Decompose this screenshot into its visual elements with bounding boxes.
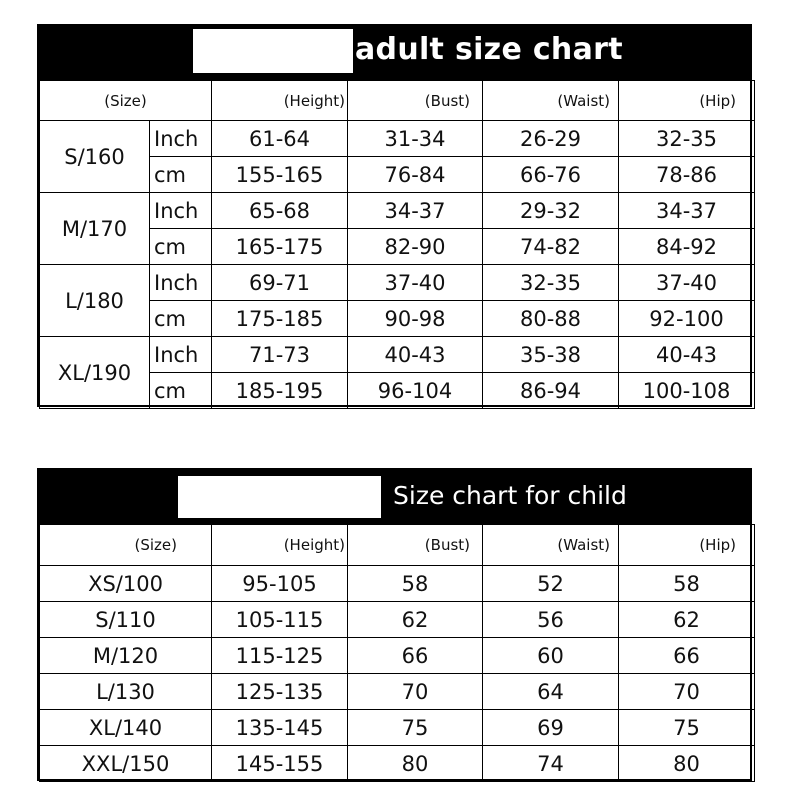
header-bust: (Bust) bbox=[348, 525, 483, 566]
bust-cell: 82-90 bbox=[348, 229, 483, 265]
table-row bbox=[40, 337, 755, 373]
hip-cell: 58 bbox=[619, 566, 755, 602]
hip-cell: 62 bbox=[619, 602, 755, 638]
size-label: XXL/150 bbox=[40, 746, 212, 782]
child-size-table bbox=[39, 524, 755, 782]
table-row bbox=[40, 566, 755, 602]
height-cell: 175-185 bbox=[212, 301, 348, 337]
table-row bbox=[40, 674, 755, 710]
waist-cell: 86-94 bbox=[483, 373, 619, 409]
header-waist: (Waist) bbox=[483, 525, 619, 566]
child-header-row bbox=[40, 525, 755, 566]
waist-cell: 26-29 bbox=[483, 121, 619, 157]
unit-label: Inch bbox=[150, 337, 212, 373]
waist-cell: 32-35 bbox=[483, 265, 619, 301]
bust-cell: 75 bbox=[348, 710, 483, 746]
hip-cell: 34-37 bbox=[619, 193, 755, 229]
adult-size-chart bbox=[37, 24, 752, 407]
table-row bbox=[40, 638, 755, 674]
height-cell: 165-175 bbox=[212, 229, 348, 265]
height-cell: 155-165 bbox=[212, 157, 348, 193]
redacted-block bbox=[178, 476, 381, 518]
child-chart-header bbox=[39, 470, 750, 524]
hip-cell: 70 bbox=[619, 674, 755, 710]
waist-cell: 56 bbox=[483, 602, 619, 638]
hip-cell: 84-92 bbox=[619, 229, 755, 265]
unit-label: Inch bbox=[150, 121, 212, 157]
table-row bbox=[40, 710, 755, 746]
unit-label: Inch bbox=[150, 193, 212, 229]
bust-cell: 70 bbox=[348, 674, 483, 710]
waist-cell: 35-38 bbox=[483, 337, 619, 373]
waist-cell: 80-88 bbox=[483, 301, 619, 337]
size-label: M/120 bbox=[40, 638, 212, 674]
waist-cell: 29-32 bbox=[483, 193, 619, 229]
header-height: (Height) bbox=[212, 525, 348, 566]
bust-cell: 76-84 bbox=[348, 157, 483, 193]
bust-cell: 40-43 bbox=[348, 337, 483, 373]
adult-header-row bbox=[40, 81, 755, 121]
child-chart-title: Size chart for child bbox=[393, 481, 627, 510]
header-hip: (Hip) bbox=[619, 81, 755, 121]
bust-cell: 66 bbox=[348, 638, 483, 674]
header-height: (Height) bbox=[212, 81, 348, 121]
size-label: XS/100 bbox=[40, 566, 212, 602]
height-cell: 65-68 bbox=[212, 193, 348, 229]
hip-cell: 78-86 bbox=[619, 157, 755, 193]
height-cell: 145-155 bbox=[212, 746, 348, 782]
unit-label: Inch bbox=[150, 265, 212, 301]
height-cell: 185-195 bbox=[212, 373, 348, 409]
bust-cell: 31-34 bbox=[348, 121, 483, 157]
hip-cell: 32-35 bbox=[619, 121, 755, 157]
child-size-chart bbox=[37, 468, 752, 781]
height-cell: 135-145 bbox=[212, 710, 348, 746]
redacted-block bbox=[193, 29, 353, 73]
hip-cell: 75 bbox=[619, 710, 755, 746]
table-row bbox=[40, 602, 755, 638]
waist-cell: 60 bbox=[483, 638, 619, 674]
table-row bbox=[40, 746, 755, 782]
height-cell: 115-125 bbox=[212, 638, 348, 674]
bust-cell: 58 bbox=[348, 566, 483, 602]
waist-cell: 74-82 bbox=[483, 229, 619, 265]
height-cell: 61-64 bbox=[212, 121, 348, 157]
hip-cell: 80 bbox=[619, 746, 755, 782]
hip-cell: 40-43 bbox=[619, 337, 755, 373]
height-cell: 105-115 bbox=[212, 602, 348, 638]
header-size: (Size) bbox=[40, 525, 212, 566]
size-label: M/170 bbox=[40, 193, 150, 265]
bust-cell: 62 bbox=[348, 602, 483, 638]
header-waist: (Waist) bbox=[483, 81, 619, 121]
waist-cell: 66-76 bbox=[483, 157, 619, 193]
height-cell: 125-135 bbox=[212, 674, 348, 710]
waist-cell: 64 bbox=[483, 674, 619, 710]
adult-size-table bbox=[39, 80, 755, 409]
bust-cell: 96-104 bbox=[348, 373, 483, 409]
size-label: XL/190 bbox=[40, 337, 150, 409]
height-cell: 71-73 bbox=[212, 337, 348, 373]
header-bust: (Bust) bbox=[348, 81, 483, 121]
bust-cell: 80 bbox=[348, 746, 483, 782]
header-size: (Size) bbox=[40, 81, 212, 121]
adult-chart-title: adult size chart bbox=[355, 32, 623, 67]
waist-cell: 52 bbox=[483, 566, 619, 602]
table-row bbox=[40, 121, 755, 157]
size-label: S/160 bbox=[40, 121, 150, 193]
unit-label: cm bbox=[150, 157, 212, 193]
unit-label: cm bbox=[150, 229, 212, 265]
adult-chart-header bbox=[39, 26, 750, 80]
size-label: XL/140 bbox=[40, 710, 212, 746]
unit-label: cm bbox=[150, 373, 212, 409]
bust-cell: 37-40 bbox=[348, 265, 483, 301]
waist-cell: 69 bbox=[483, 710, 619, 746]
height-cell: 69-71 bbox=[212, 265, 348, 301]
hip-cell: 100-108 bbox=[619, 373, 755, 409]
waist-cell: 74 bbox=[483, 746, 619, 782]
size-label: L/180 bbox=[40, 265, 150, 337]
size-label: S/110 bbox=[40, 602, 212, 638]
bust-cell: 90-98 bbox=[348, 301, 483, 337]
header-hip: (Hip) bbox=[619, 525, 755, 566]
bust-cell: 34-37 bbox=[348, 193, 483, 229]
hip-cell: 66 bbox=[619, 638, 755, 674]
hip-cell: 37-40 bbox=[619, 265, 755, 301]
unit-label: cm bbox=[150, 301, 212, 337]
height-cell: 95-105 bbox=[212, 566, 348, 602]
table-row bbox=[40, 193, 755, 229]
table-row bbox=[40, 265, 755, 301]
size-label: L/130 bbox=[40, 674, 212, 710]
hip-cell: 92-100 bbox=[619, 301, 755, 337]
